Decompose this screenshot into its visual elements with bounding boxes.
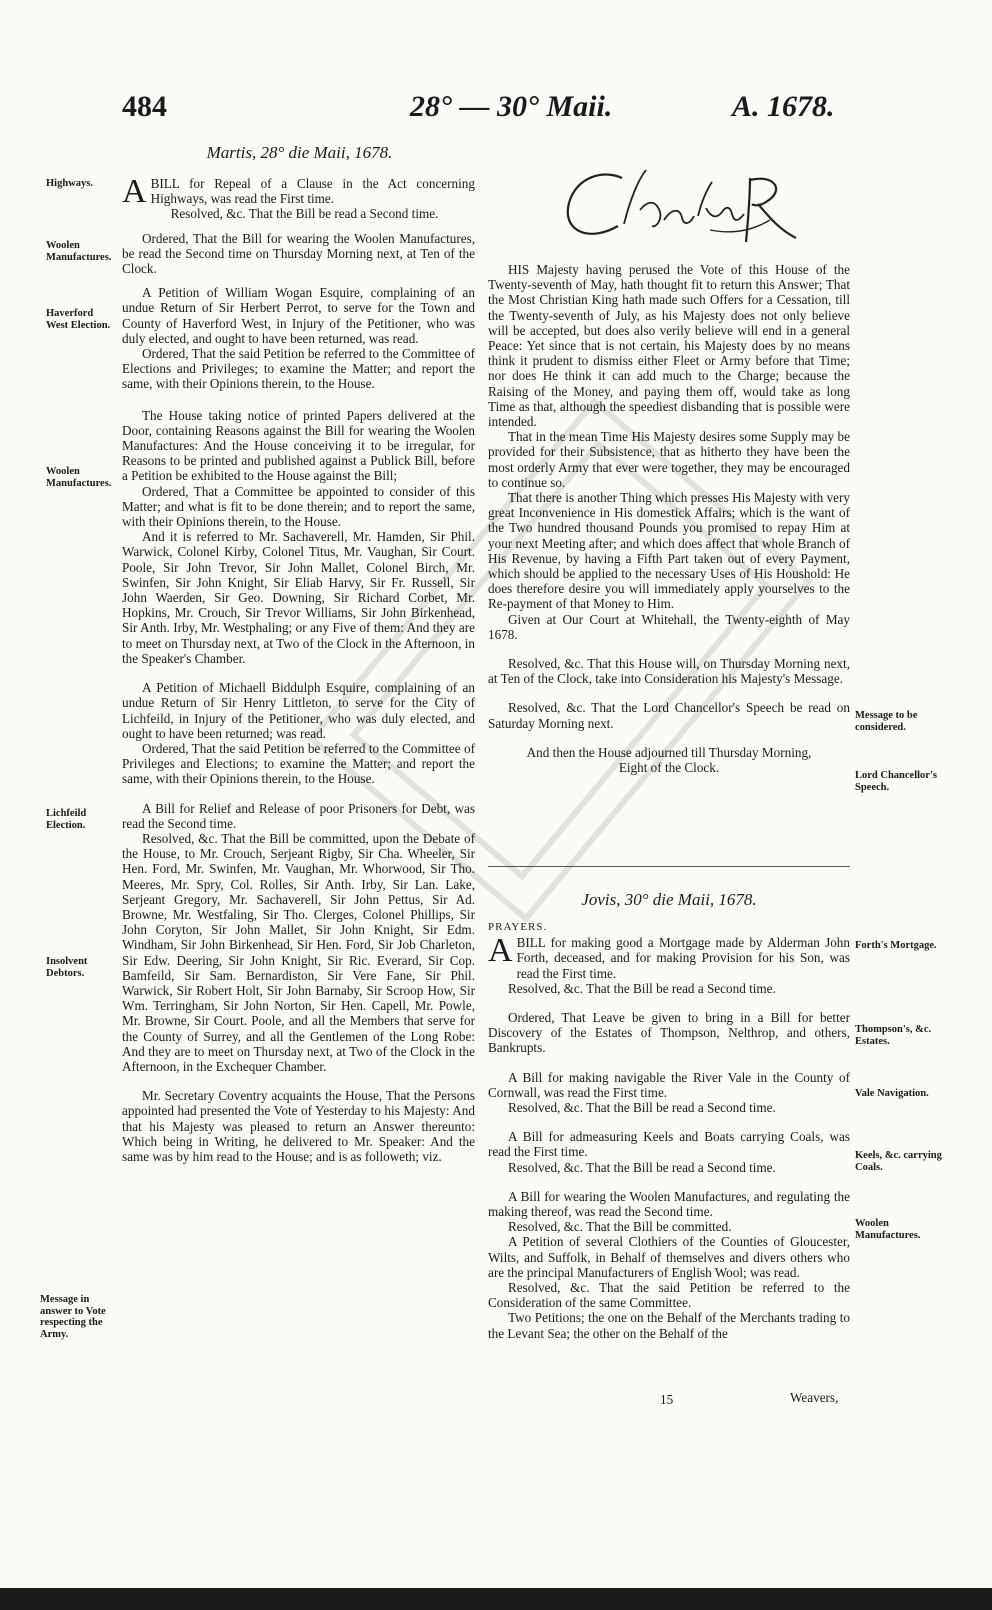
paragraph: Ordered, That a Committee be appointed to consider of this Matter; and what is fit to be done therein; and to report the same, with their Opinions therein, to the House. bbox=[122, 483, 475, 530]
paragraph: Resolved, &c. That this House will, on Thursday Morning next, at Ten of the Clock, take into Consideration his Majesty's Message. bbox=[488, 656, 850, 687]
margin-note: Insolvent Debtors. bbox=[46, 956, 88, 979]
paragraph: Resolved, &c. That the Bill be read a Second time. bbox=[508, 1159, 776, 1175]
margin-note: Woolen Manufactures. bbox=[46, 466, 112, 489]
page-edge-shadow bbox=[0, 1588, 992, 1610]
margin-note: Woolen Manufactures. bbox=[46, 240, 112, 263]
paragraph: Resolved, &c. That the Bill be read a Second time. bbox=[170, 206, 439, 222]
paragraph: A Bill for admeasuring Keels and Boats carrying Coals, was read the First time. bbox=[488, 1129, 850, 1160]
paragraph: Resolved, &c. That the said Petition be referred to the Consideration of the same Committee. bbox=[488, 1280, 850, 1311]
margin-note: Thompson's, &c. Estates. bbox=[855, 1024, 932, 1047]
paragraph: Ordered, That the Bill for wearing the Woolen Manufactures, be read the Second time on Thursday Morning next, at Ten of the Clock. bbox=[122, 230, 475, 277]
paragraph: A Petition of William Wogan Esquire, complaining of an undue Return of Sir Herbert Perrot, to serve for the Town and County of Haverford West, in Injury of the Petitioner, who was duly elected, and ought to have been returned, was read. bbox=[122, 285, 475, 346]
paragraph: A Bill for making navigable the River Vale in the County of Cornwall, was read the First time. bbox=[488, 1069, 850, 1100]
signature-mark: 15 bbox=[660, 1392, 674, 1407]
prayers-heading: PRAYERS. bbox=[488, 921, 548, 933]
margin-note: Vale Navigation. bbox=[855, 1088, 929, 1099]
paragraph: A Bill for wearing the Woolen Manufactures, and regulating the making thereof, was read the Second time. bbox=[488, 1188, 850, 1220]
margin-note: Message to be considered. bbox=[855, 710, 918, 733]
catchword: Weavers, bbox=[790, 1390, 839, 1405]
margin-note: Lord Chancellor's Speech. bbox=[855, 770, 937, 793]
paragraph: A Bill for Relief and Release of poor Prisoners for Debt, was read the Second time. bbox=[122, 800, 475, 831]
paragraph: And it is referred to Mr. Sachaverell, Mr. Hamden, Sir Phil. Warwick, Colonel Kirby, Colonel Titus, Mr. Vaughan, Sir Court. Poole, Sir John Trevor, Sir John Mallet, Colonel Birch, Mr. Swinfen, Sir John Knight, Sir Eliab Harvy, Sir Fr. Russell, Sir John Waerden, Sir Geo. Downing, Sir Richard Corbet, Mr. Hopkins, Mr. Crouch, Sir Trevor Williams, Sir John Birkenhead, Sir Anth. Irby, Mr. Westphaling; or any Five of them: And they are to meet on Thursday next, at Two of the Clock in the Afternoon, in the Speaker's Chamber. bbox=[122, 529, 475, 666]
margin-note: Highways. bbox=[46, 178, 93, 189]
margin-note: Woolen Manufactures. bbox=[855, 1218, 921, 1241]
paragraph: Resolved, &c. That the Bill be committed, upon the Debate of the House, to Mr. Crouch, Serjeant Rigby, Sir Cha. Wheeler, Sir Hen. Ford, Mr. Swinfen, Mr. Vaughan, Mr. Whorwood, Sir Tho. Meeres, Mr. Spry, Col. Rolles, Sir Anth. Irby, Sir Lan. Lake, Serjeant Gregory, Mr. Sachaverell, Sir John Pettus, Sir Ad. Browne, Mr. Westfaling, Sir Tho. Clerges, Colonel Phillips, Sir John Coryton, Sir John Mallet, Sir John Knight, Sir Edm. Windham, Sir John Birkenhead, Sir Hen. Ford, Sir Job Charleton, Sir Edw. Deering, Sir John Knight, Sir Ric. Everard, Sir Cop. Bamfeild, Sir Sam. Bernardiston, Sir Vere Fane, Sir Phil. Warwick, Sir Robert Holt, Sir John Barnaby, Sir Scroop How, Sir Wm. Terringham, Sir John Norton, Sir Hen. Capell, Mr. Powle, Mr. Browne, Sir Court. Poole, and all the Members that serve for the County of Surrey, and all the Gentlemen of the Long Robe: And they are to meet on Thursday next, at Two of the Clock in the Afternoon, in the Exchequer Chamber. bbox=[122, 830, 475, 1074]
page-number: 484 bbox=[122, 90, 167, 123]
paragraph: A Petition of several Clothiers of the Counties of Gloucester, Wilts, and Suffolk, in Behalf of themselves and divers others who are the principal Manufacturers of English Wool; was read. bbox=[488, 1234, 850, 1280]
paragraph: Resolved, &c. That the Bill be committed. bbox=[508, 1219, 732, 1235]
drop-cap: A bbox=[122, 173, 147, 210]
margin-note: Haverford West Election. bbox=[46, 308, 111, 331]
margin-note: Lichfeild Election. bbox=[46, 808, 87, 831]
paragraph: A Petition of Michaell Biddulph Esquire, complaining of an undue Return of Sir Henry Littleton, to serve for the City of Lichfeild, in Injury of the Petitioner, who was duly elected, and ought to have been returned; was read. bbox=[122, 680, 475, 741]
paragraph: Ordered, That the said Petition be referred to the Committee of Privileges and Elections; to examine the Matter; and report the same, with their Opinions therein, to the House. bbox=[122, 740, 475, 787]
signature-text: Charles R bbox=[680, 252, 684, 253]
adjournment: And then the House adjourned till Thursday Morning, Eight of the Clock. bbox=[526, 744, 812, 776]
paragraph: HIS Majesty having perused the Vote of this House of the Twenty-seventh of May, hath thought fit to return this Answer; That the Most Christian King hath made such Offers for a Cessation, till the Twenty-seventh of July, as his Majesty does not only believe will be accepted, but does also verily believe will end in a general Peace: Yet since that is not certain, his Majesty does by no means think it prudent to dismiss either Fleet or Army before that Time; nor does He think it can add much to the Charge; because the Raising of the Money, and paying them off, would take as long Time as that, although the speediest disbanding that is possible were intended. bbox=[488, 262, 850, 430]
paragraph: That in the mean Time His Majesty desires some Supply may be provided for their Subsistence, that as hitherto they have been the most orderly Army that ever were together, they may be encouraged to continue so. bbox=[488, 429, 850, 490]
paragraph: Two Petitions; the one on the Behalf of the Merchants trading to the Levant Sea; the other on the Behalf of the bbox=[488, 1310, 850, 1341]
paragraph: Mr. Secretary Coventry acquaints the House, That the Persons appointed had presented the Vote of Yesterday to his Majesty: And that his Majesty was pleased to return an Answer thereunto: Which being in Writing, he delivered to Mr. Speaker: And the same was by him read to the House; and is as followeth; viz. bbox=[122, 1088, 475, 1164]
paragraph: Ordered, That the said Petition be referred to the Committee of Elections and Privileges; to examine the Matter; and report the same, with their Opinions therein, to the House. bbox=[122, 346, 475, 392]
paragraph: ABILL for making good a Mortgage made by Alderman John Forth, deceased, and for making Provision for his Son, was read the First time. bbox=[488, 932, 850, 981]
paragraph: Ordered, That Leave be given to bring in a Bill for better Discovery of the Estates of Thompson, Nelthrop, and others, Bankrupts. bbox=[488, 1010, 850, 1056]
paragraph: Resolved, &c. That the Bill be read a Second time. bbox=[508, 1100, 776, 1116]
paragraph: The House taking notice of printed Papers delivered at the Door, containing Reasons against the Bill for wearing the Woolen Manufactures: And the House conceiving it to be irregular, for Reasons to be printed and published against a Publick Bill, before a Petition be exhibited to the House against the Bill; bbox=[122, 407, 475, 484]
margin-note: Keels, &c. carrying Coals. bbox=[855, 1150, 942, 1173]
paragraph: ABILL for Repeal of a Clause in the Act concerning Highways, was read the First time. bbox=[122, 173, 475, 210]
right-column-bottom bbox=[488, 920, 850, 1341]
paragraph: Resolved, &c. That the Lord Chancellor's Speech be read on Saturday Morning next. bbox=[488, 700, 850, 731]
date-heading-left: Martis, 28° die Maii, 1678. bbox=[206, 143, 393, 162]
margin-note: Message in answer to Vote respecting the Army. bbox=[40, 1294, 106, 1340]
paragraph: That there is another Thing which presses His Majesty with very great Inconvenience in His domestick Affairs; which is the want of the Two hundred thousand Pounds you promised to repay Him at your next Meeting after; and which does affect that whole Branch of His Revenue, by having a Fifth Part taken out of every Payment, which should be applied to the necessary Uses of His Houshold: He does therefore desire you will immediately apply yourselves to the Re-payment of that Money to Him. bbox=[488, 490, 850, 612]
paragraph: Given at Our Court at Whitehall, the Twenty-eighth of May 1678. bbox=[488, 611, 850, 642]
drop-cap: A bbox=[488, 932, 513, 970]
royal-signature bbox=[560, 160, 800, 255]
paragraph: Resolved, &c. That the Bill be read a Second time. bbox=[508, 980, 776, 996]
running-head-year: A. 1678. bbox=[732, 90, 835, 123]
running-head-dates: 28° — 30° Maii. bbox=[410, 90, 613, 123]
margin-note: Forth's Mortgage. bbox=[855, 940, 937, 951]
library-stamp-watermark bbox=[300, 380, 820, 940]
date-heading-right: Jovis, 30° die Maii, 1678. bbox=[581, 890, 757, 909]
